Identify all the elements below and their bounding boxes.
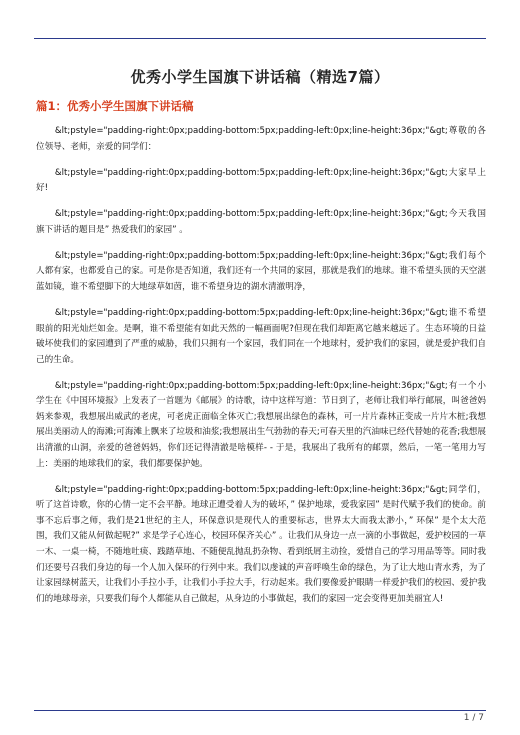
- section-heading: 篇1：优秀小学生国旗下讲话稿: [36, 99, 194, 113]
- document-title: 优秀小学生国旗下讲话稿（精选7篇）: [130, 68, 390, 86]
- paragraph: &lt;pstyle="padding-right:0px;padding-bottom:5px;padding-left:0px;line-height:36px;"&gt;同学们，听了这首诗歌，你的心情一定不会平静。地球正遭受着人为的破坏，” 保护地球，爱我家园” 是时代赋予我们的使命。前事不忘后事之师，我们是21世纪的主人，环保意识是现代人的重要标志，世界太大而我太渺小，” 环保” 是个太大范围，我们又能从何做起呢?” 求是学子心连心，校园环保齐关心” 。让我们从身边一点一滴的小事做起，爱护校园的一草一木、一桌一椅，不随地吐痰、践踏草地、不随便乱抛乱扔杂物、看到纸屑主动捡，爱惜自己的学习用品等等。同时我们还要号召我们身边的每一个人加入保环的行列中来。我们以虔诚的声音呼唤生命的绿色，为了让大地山青水秀，为了让家园绿树蓝天，让我们小手拉小手，让我们小手拉大手，行动起来。我们要像爱护眼睛一样爱护我们的校园、爱护我们的地球母亲，只要我们每个人都能从自己做起，从身边的小事做起，我们的家园一定会变得更加美丽宜人!: [36, 484, 486, 604]
- paragraph: &lt;pstyle="padding-right:0px;padding-bottom:5px;padding-left:0px;line-height:36px;"&gt;大家早上好!: [36, 167, 486, 194]
- document-body: [36, 124, 486, 618]
- page-indicator: 1 / 7: [463, 713, 484, 723]
- paragraph: &lt;pstyle="padding-right:0px;padding-bottom:5px;padding-left:0px;line-height:36px;"&gt;今天我国旗下讲话的题目是” 热爱我们的家园” 。: [36, 209, 486, 235]
- header-rule: [34, 38, 486, 39]
- paragraph: &lt;pstyle="padding-right:0px;padding-bottom:5px;padding-left:0px;line-height:36px;"&gt;有一个小学生在《中国环境报》上发表了一首题为《邮展》的诗歌，诗中这样写道：节日到了，老师让我们举行邮展，叫爸爸妈妈来参观，我想展出威武的老虎，可老虎正面临全体灭亡;我想展出绿色的森林，可一片片森林正变成一片片木桩;我想展出美丽动人的海滩;可海滩上飘来了垃圾和油浆;我想展出生气勃勃的春天;可春天里的汽油味已经代替她的花香;我想展出清澈的山洞，亲爱的爸爸妈妈，你们还记得清澈是啥模样- - 于是，我展出了我所有的邮票，然后，一笔一笔用力写上：美丽的地球我们的家，我们都要保护她。: [36, 380, 486, 469]
- paragraph: &lt;pstyle="padding-right:0px;padding-bottom:5px;padding-left:0px;line-height:36px;"&gt;我们每个人都有家，也都爱自己的家。可是你是否知道，我们还有一个共同的家园，那就是我们的地球。谁不希望头顶的天空湛蓝如镜，谁不希望脚下的大地绿草如茵，谁不希望身边的湖水清澈明净，: [36, 250, 486, 292]
- paragraph: &lt;pstyle="padding-right:0px;padding-bottom:5px;padding-left:0px;line-height:36px;"&gt;谁不希望眼前的阳光灿烂如金。是啊，谁不希望能有如此天然的一幅画面呢?但现在我们却距离它越来越远了。生态环境的日益破坏使我们的家园遭到了严重的威胁，我们只拥有一个家园，我们同在一个地球村，爱护我们的家园，就是爱护我们自己的生命。: [36, 307, 486, 365]
- footer-rule: [34, 710, 486, 711]
- paragraph: &lt;pstyle="padding-right:0px;padding-bottom:5px;padding-left:0px;line-height:36px;"&gt;尊敬的各位领导、老师，亲爱的同学们：: [36, 126, 486, 152]
